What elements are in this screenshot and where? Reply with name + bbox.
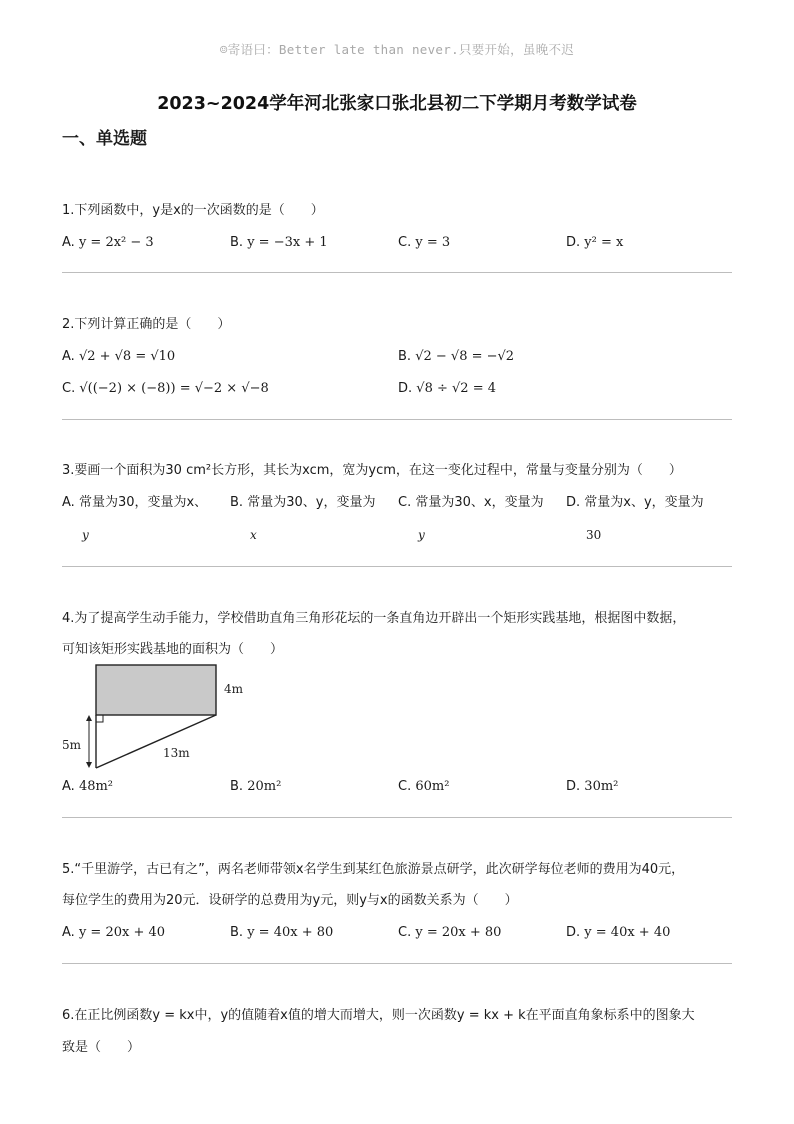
label-5m: 5m xyxy=(62,738,82,752)
question-1-stem: 1.下列函数中，y是x的一次函数的是（ ） xyxy=(62,203,324,218)
question-5-stem-line2: 每位学生的费用为20元．设研学的总费用为y元，则y与x的函数关系为（ ） xyxy=(62,893,518,908)
divider xyxy=(62,419,732,420)
divider xyxy=(62,817,732,818)
question-4-option-a[interactable]: A. 48m² xyxy=(62,779,114,794)
question-3-option-b[interactable]: B. 常量为30、y，变量为 x xyxy=(230,493,375,545)
question-5-option-b[interactable]: B. y = 40x + 80 xyxy=(230,925,334,940)
question-3-option-a[interactable]: A. 常量为30，变量为x、 y xyxy=(62,493,207,545)
divider xyxy=(62,566,732,567)
label-4m: 4m xyxy=(224,682,244,696)
question-2-option-a[interactable]: A. √2 + √8 = √10 xyxy=(62,349,176,364)
question-1-option-a[interactable]: A. y = 2x² − 3 xyxy=(62,235,154,250)
question-4-option-b[interactable]: B. 20m² xyxy=(230,779,282,794)
question-1-option-d[interactable]: D. y² = x xyxy=(566,235,624,250)
question-3-stem: 3.要画一个面积为30 cm²长方形，其长为xcm，宽为ycm，在这一变化过程中，常量与变量分别为（ ） xyxy=(62,463,682,478)
question-4-figure xyxy=(60,660,260,780)
option-continuation: 30 xyxy=(586,528,602,542)
question-2-option-c[interactable]: C. √((−2) × (−8)) = √−2 × √−8 xyxy=(62,381,269,396)
divider xyxy=(62,963,732,964)
question-6-stem-line1: 6.在正比例函数y = kx中，y的值随着x值的增大而增大，则一次函数y = kx + k在平面直角象标系中的图象大 xyxy=(62,1008,695,1023)
option-continuation: y xyxy=(418,528,425,542)
question-2-stem: 2.下列计算正确的是（ ） xyxy=(62,317,231,332)
triangle-hypotenuse xyxy=(96,715,216,768)
question-4-stem-line1: 4.为了提高学生动手能力，学校借助直角三角形花坛的一条直角边开辟出一个矩形实践基地，根据图中数据， xyxy=(62,611,686,626)
question-1-option-b[interactable]: B. y = −3x + 1 xyxy=(230,235,328,250)
question-5-stem-line1: 5.“千里游学，古已有之”，两名老师带领x名学生到某红色旅游景点研学，此次研学每位老师的费用为40元， xyxy=(62,862,685,877)
question-5-option-d[interactable]: D. y = 40x + 40 xyxy=(566,925,671,940)
option-continuation: x xyxy=(250,528,257,542)
question-2-option-d[interactable]: D. √8 ÷ √2 = 4 xyxy=(398,381,496,396)
question-3-option-c[interactable]: C. 常量为30、x，变量为 y xyxy=(398,493,544,545)
right-angle-mark xyxy=(96,715,103,722)
header-motto: ☺寄语曰：Better late than never.只要开始，虽晚不迟 xyxy=(219,42,575,57)
question-6-stem-line2: 致是（ ） xyxy=(62,1040,141,1055)
question-5-option-c[interactable]: C. y = 20x + 80 xyxy=(398,925,502,940)
rectangle-base xyxy=(96,665,216,715)
question-4-stem-line2: 可知该矩形实践基地的面积为（ ） xyxy=(62,642,284,657)
question-4-option-c[interactable]: C. 60m² xyxy=(398,779,450,794)
label-13m: 13m xyxy=(163,746,190,760)
exam-title: 2023~2024学年河北张家口张北县初二下学期月考数学试卷 xyxy=(157,94,637,114)
question-5-option-a[interactable]: A. y = 20x + 40 xyxy=(62,925,166,940)
option-continuation: y xyxy=(82,528,89,542)
question-2-option-b[interactable]: B. √2 − √8 = −√2 xyxy=(398,349,515,364)
section-title: 一、单选题 xyxy=(62,129,147,149)
question-1-option-c[interactable]: C. y = 3 xyxy=(398,235,451,250)
divider xyxy=(62,272,732,273)
question-3-option-d[interactable]: D. 常量为x、y，变量为 30 xyxy=(566,493,704,545)
arrow-down-icon xyxy=(86,762,92,768)
arrow-up-icon xyxy=(86,715,92,721)
question-4-option-d[interactable]: D. 30m² xyxy=(566,779,619,794)
